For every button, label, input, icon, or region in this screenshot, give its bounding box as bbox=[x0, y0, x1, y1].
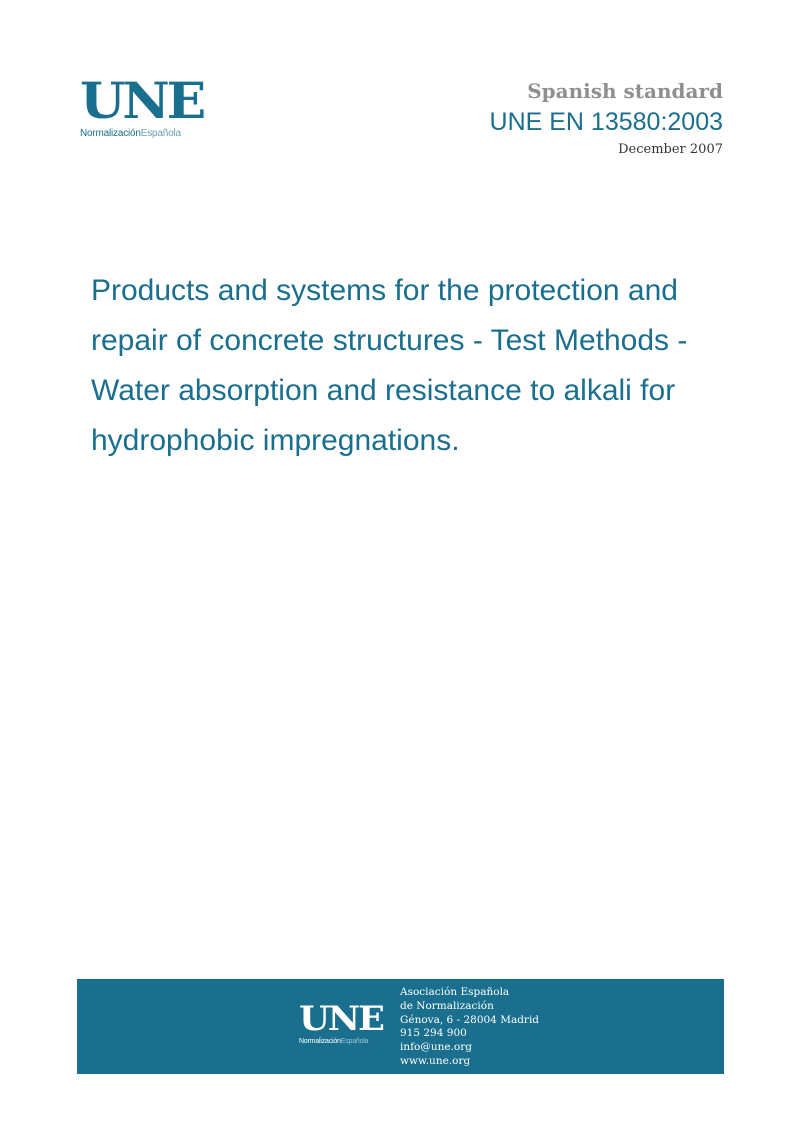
footer-logo-subtitle bbox=[299, 1038, 380, 1045]
une-logo-wordmark: UNE bbox=[80, 71, 204, 130]
footer-logo-subtitle-primary: Normalización bbox=[299, 1038, 341, 1045]
une-logo-subtitle-secondary: Española bbox=[140, 128, 181, 139]
footer-email-link[interactable]: info@une.org bbox=[400, 1041, 472, 1054]
standard-code: UNE EN 13580:2003 bbox=[489, 108, 723, 136]
footer-org-line1: Asociación Española bbox=[400, 986, 510, 998]
footer-phone: 915 294 900 bbox=[400, 1027, 467, 1040]
footer-une-logo bbox=[299, 999, 383, 1045]
footer-website-link[interactable]: www.une.org bbox=[400, 1054, 471, 1067]
une-logo-subtitle-primary: Normalización bbox=[80, 128, 141, 139]
footer-banner bbox=[77, 979, 724, 1074]
footer-logo-wordmark: UNE bbox=[299, 999, 383, 1039]
une-logo bbox=[80, 71, 204, 139]
standard-info bbox=[490, 78, 723, 160]
footer-org-line2: de Normalización bbox=[400, 999, 494, 1012]
document-title: Products and systems for the protection and repair of concrete structures - Test Methods - Water absorption and resistance to alkali for hydrophobic impregnations. bbox=[91, 274, 688, 457]
standard-kind: Spanish standard bbox=[527, 79, 723, 103]
footer-contact-info bbox=[400, 986, 539, 1069]
footer-address: Génova, 6 - 28004 Madrid bbox=[400, 1013, 540, 1026]
standard-date: December 2007 bbox=[618, 142, 723, 157]
footer-logo-subtitle-secondary: Española bbox=[340, 1038, 369, 1045]
